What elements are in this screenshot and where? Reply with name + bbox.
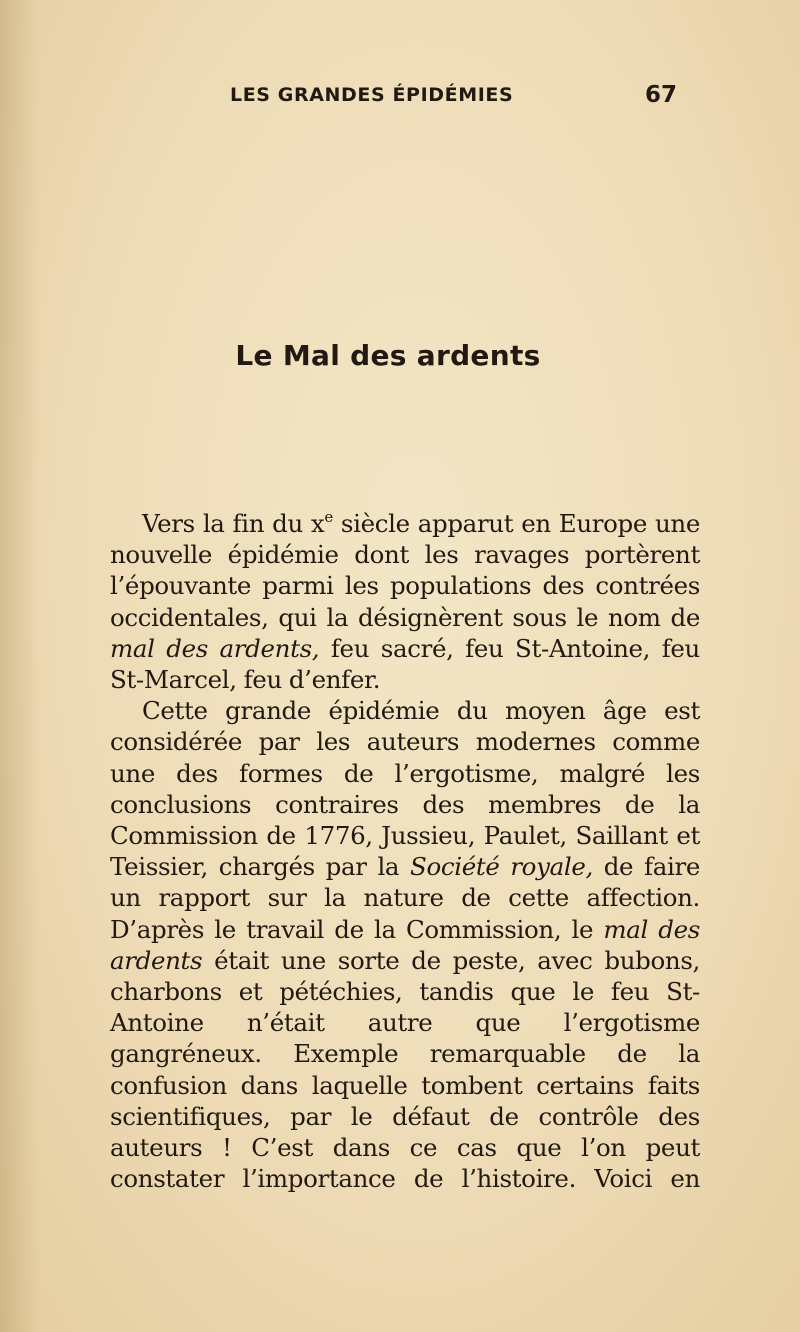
paragraph-2-text-2: de faire un rapport sur la nature de cette affection. D’après le travail de la Commission, le [110, 852, 700, 944]
page-edge-shadow [0, 0, 40, 1332]
paragraph-1-text-1: Vers la fin du x [142, 509, 325, 538]
paragraph-1-text-3: feu sacré, feu St-Antoine, feu St-Marcel, feu d’enfer. [110, 633, 700, 695]
paragraph-1 [110, 508, 700, 695]
paragraph-2-text-3: était une sorte de peste, avec bubons, charbons et pétéchies, tandis que le feu St-Antoine n’était autre que l’ergotisme gangréneux. Exemple remarquable de la confusion dans laquelle tombent certains faits scientifiques, par le défaut de contrôle des auteurs ! C’est dans ce cas que l’on peut constater l’importance de l’histoire. Voici en [110, 945, 700, 1194]
paragraph-1-italic-term: mal des ardents, [110, 633, 320, 663]
page-number: 67 [644, 82, 677, 108]
running-head-title: LES GRANDES ÉPIDÉMIES [230, 84, 514, 106]
running-head [230, 84, 677, 114]
paragraph-2 [110, 695, 700, 1194]
paragraph-2-italic-term: mal des ardents [110, 914, 700, 975]
paragraph-1-superscript: e [324, 507, 333, 526]
paragraph-2-text-1: Cette grande épidémie du moyen âge est considérée par les auteurs modernes comme une des formes de l’ergotisme, malgré les conclusions contraires des membres de la Commission de 1776, Jussieu, Paulet, Saillant et Teissier, chargés par la [110, 696, 700, 882]
chapter-title: Le Mal des ardents [235, 339, 541, 372]
paragraph-2-italic-society: Société royale, [410, 852, 593, 882]
body-text [110, 508, 700, 1194]
paragraph-1-text-2: siècle apparut en Europe une nouvelle épidémie dont les ravages portèrent l’épouvante parmi les populations des contrées occidentales, qui la désignèrent sous le nom de [110, 509, 700, 632]
